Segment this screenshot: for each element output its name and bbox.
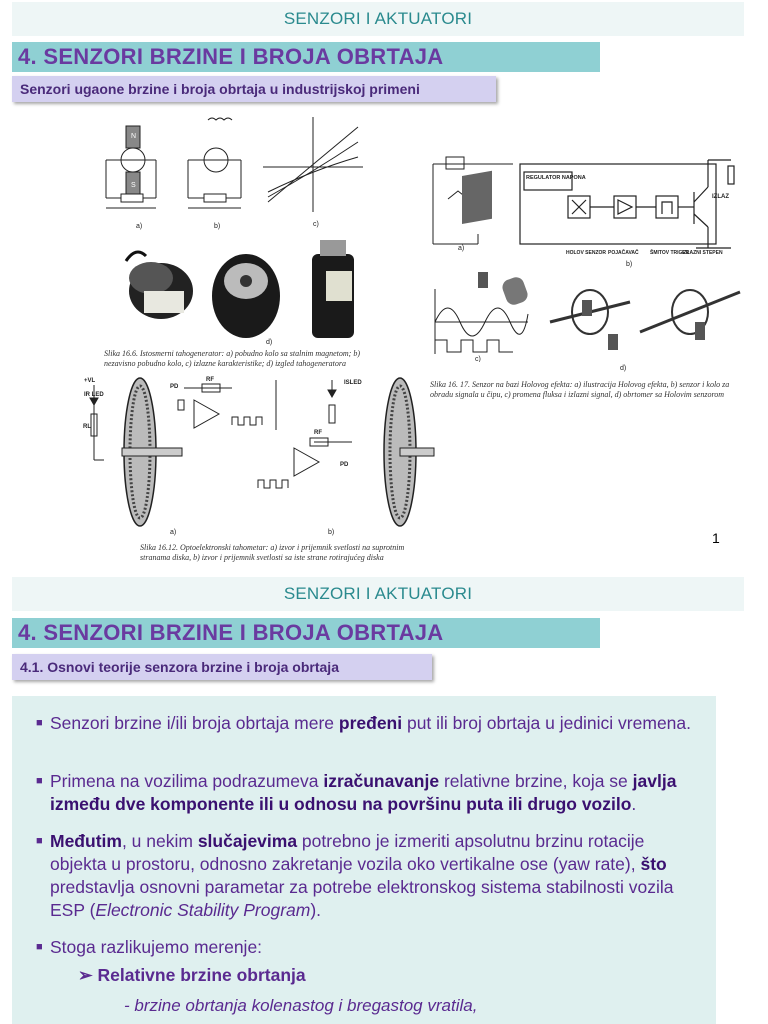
- bullet-2: ■ Primena na vozilima podrazumeva izračunavanje relativne brzine, koja se javlja između dve komponente ili u odnosu na površinu puta ili drugo vozilo.: [36, 771, 677, 814]
- bullet-4: ■ Stoga razlikujemo merenje:: [36, 937, 263, 957]
- izlazni-stepen-label: IZLAZNI STEPEN: [682, 250, 723, 256]
- vl-label-a: +VL: [84, 378, 96, 384]
- bullet-1: ■ Senzori brzine i/ili broja obrtaja mere pređeni put ili broj obrtaja u jedinici vremena.: [36, 713, 692, 733]
- page-number: 1: [712, 530, 720, 546]
- slide2-title: 4. SENZORI BRZINE I BROJA OBRTAJA: [18, 620, 444, 645]
- slide1-course-header: SENZORI I AKTUATORI: [12, 2, 744, 36]
- rl-label-a: RL: [83, 424, 91, 430]
- regulator-label: REGULATOR NAPONA: [526, 175, 586, 181]
- bullet-3: ■ Međutim, u nekim slučajevima potrebno je izmeriti apsolutnu brzinu rotacije objekta u prostoru, odnosno zakretanje vozila oko vertikalne ose (yaw rate), što predstavlja osnovni parametar za potrebe elektronskog sistema stabilnosti vozila ESP (Electronic Stability Program).: [36, 831, 674, 920]
- hall-effect-illustration: [428, 154, 520, 252]
- sub-sub-bullet: - brzine obrtanja kolenastog i bregastog vratila,: [124, 996, 478, 1015]
- pojacavac-label: POJAČAVAČ: [608, 250, 639, 256]
- sub-bullet-relative: ➢ Relativne brzine obrtanja: [78, 965, 306, 985]
- tachogenerator-photos: [116, 236, 366, 348]
- opto-b-label: b): [328, 529, 335, 536]
- caption-fig16-12: Slika 16.12. Optoelektronski tahometar: a) izvor i prijemnik svetlosti na suprotnim stranama diska, b) izvor i prijemnik svetlosti sa iste strane rotirajućeg diska: [140, 543, 405, 562]
- opto-a-label: a): [170, 529, 177, 536]
- fig-d-label: d): [266, 339, 273, 346]
- hall-tachometer-illustration: [470, 262, 745, 374]
- slide1-subtitle-band: [12, 76, 496, 102]
- fig-a-label: a): [136, 223, 143, 230]
- content-box: [12, 696, 716, 1024]
- ir-led-label: IR LED: [84, 392, 104, 398]
- hall-a-label: a): [458, 245, 465, 252]
- fig-b-label: b): [214, 223, 221, 230]
- smitov-triger-label: ŠMITOV TRIGER: [650, 250, 690, 256]
- magnet-s-label: S: [131, 182, 136, 189]
- magnet-n-label: N: [131, 133, 137, 140]
- slide2-course-header: SENZORI I AKTUATORI: [12, 577, 744, 611]
- arrow-bullet-icon: ➢: [78, 965, 98, 985]
- hall-c-label: c): [475, 356, 481, 362]
- slide1-subtitle: Senzori ugaone brzine i broja obrtaja u industrijskoj primeni: [20, 81, 420, 97]
- bullet-square-icon: ■: [36, 717, 43, 729]
- caption-fig16-6: Slika 16.6. Istosmerni tahogenerator: a) pobudno kolo sa stalnim magnetom; b) nezavisno pobudno kolo, c) izlazne karakteristike; d) izgled tahogeneratora: [104, 349, 360, 368]
- pd-label-a: PD: [170, 384, 179, 390]
- isled-label: ISLED: [344, 380, 362, 386]
- izlaz-label: IZLAZ: [712, 194, 729, 200]
- hall-sensor-block-diagram: [516, 152, 742, 270]
- holov-senzor-label: HOLOV SENZOR: [566, 250, 607, 256]
- pd-label-b: PD: [340, 462, 349, 468]
- slide2-subtitle: 4.1. Osnovi teorije senzora brzine i broja obrtaja: [20, 659, 339, 675]
- bullet-square-icon: ■: [36, 775, 43, 787]
- bullet-square-icon: ■: [36, 835, 43, 847]
- slide2-title-band: [12, 618, 600, 648]
- caption-fig16-17: Slika 16. 17. Senzor na bazi Holovog efekta: a) ilustracija Holovog efekta, b) senzor i kolo za obradu signala u čipu, c) promena fluksa i izlazni signal, d) obrtomer sa Holovim senzorom: [430, 380, 730, 399]
- hall-d-label: d): [620, 365, 627, 372]
- tachogenerator-circuits-figure: [96, 108, 246, 233]
- hall-b-label: b): [626, 261, 633, 268]
- slide2-subtitle-band: [12, 654, 432, 680]
- fig-c-label: c): [313, 221, 319, 228]
- optoelectronic-tachometer-figure: [82, 370, 442, 540]
- bullet-square-icon: ■: [36, 941, 43, 953]
- rf-label-b: RF: [314, 430, 322, 436]
- rf-label-a: RF: [206, 377, 214, 383]
- slide1-title: 4. SENZORI BRZINE I BROJA OBRTAJA: [18, 44, 444, 69]
- output-characteristics-graph: [258, 112, 368, 230]
- slide1-title-band: [12, 42, 600, 72]
